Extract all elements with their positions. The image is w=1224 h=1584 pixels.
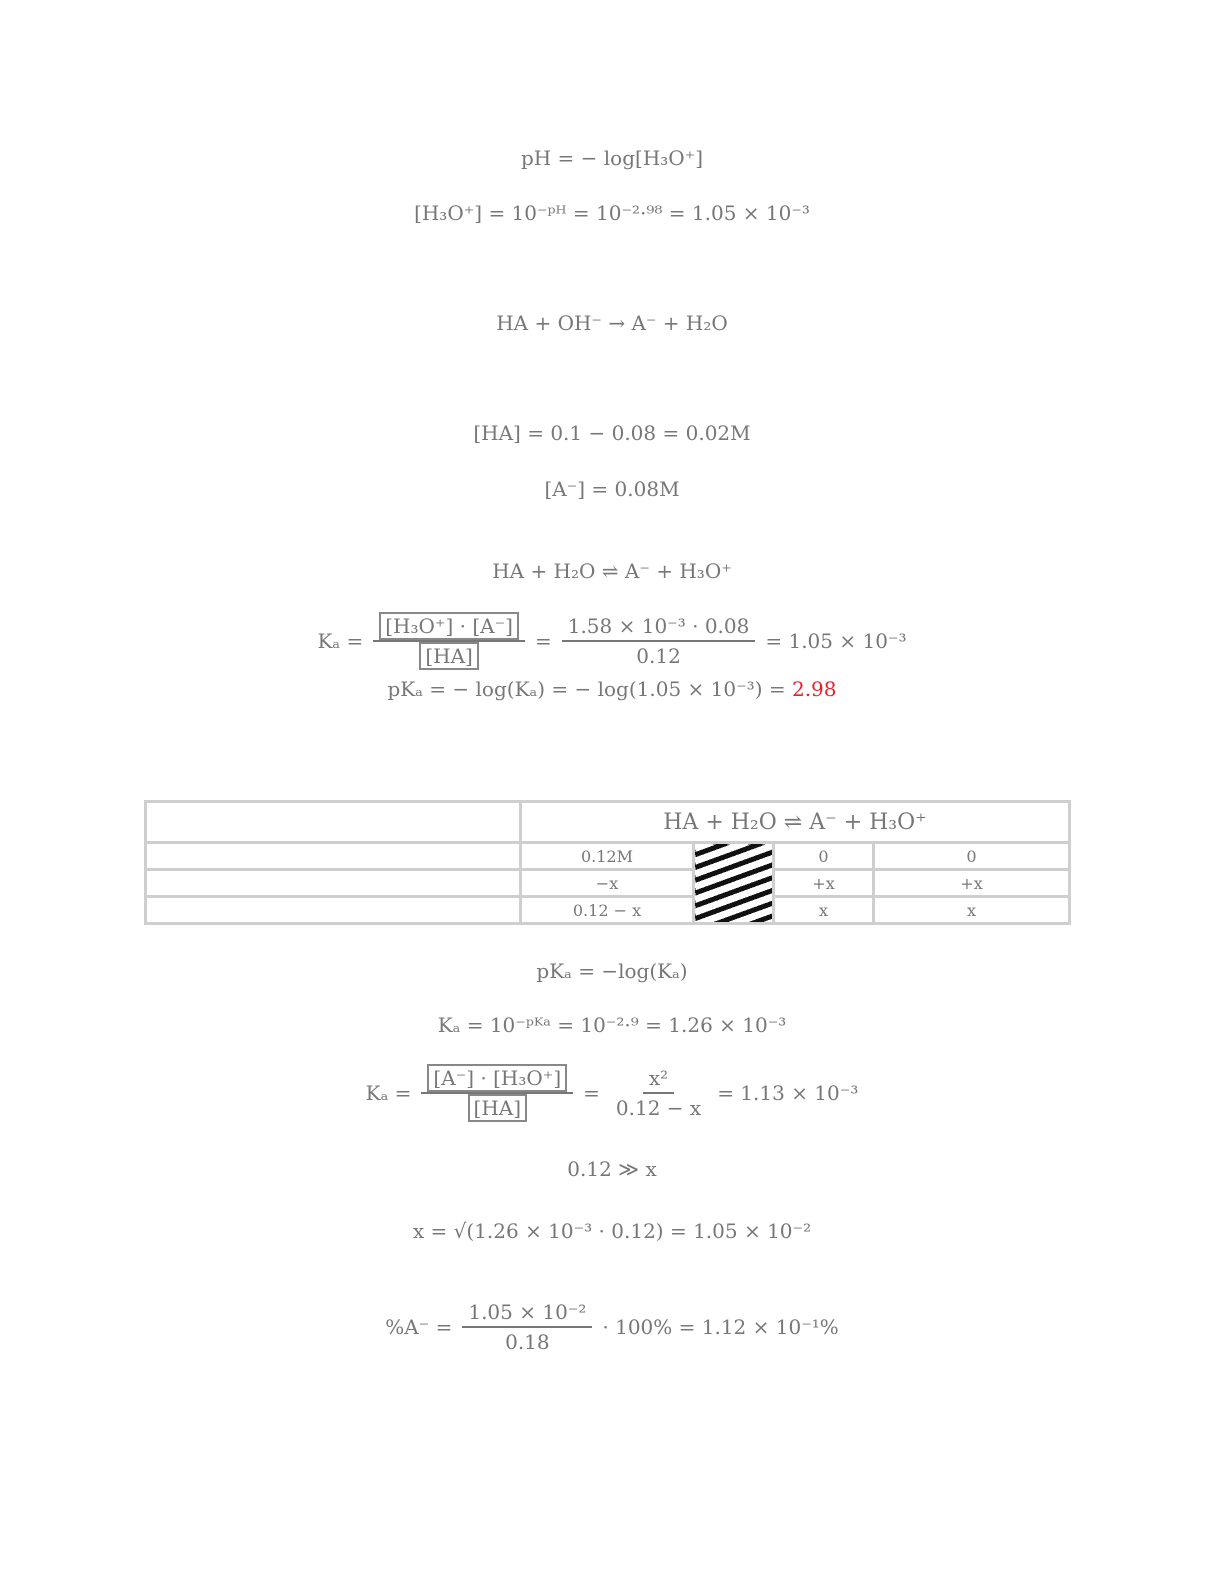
pka-answer: 2.98 (791, 677, 837, 701)
ice-row-initial (146, 843, 1070, 870)
ka-denominator-numeric: 0.12 (636, 644, 681, 668)
ice-table (144, 800, 1071, 925)
ka-denominator-symbolic: [HA] (419, 642, 479, 670)
percent-denominator: 0.18 (505, 1330, 550, 1354)
approximation: 0.12 ≫ x (567, 1157, 657, 1181)
percent-numerator: 1.05 × 10⁻² (462, 1300, 592, 1328)
ice-ha-cell: −x (521, 870, 694, 897)
ice-h3o-cell: x (874, 897, 1070, 924)
ice-row-change (146, 870, 1070, 897)
ka-numerator-x: x² (643, 1066, 674, 1094)
ka-denominator-symbolic: [HA] (468, 1094, 528, 1122)
ka-numerator-numeric: 1.58 × 10⁻³ · 0.08 (562, 614, 756, 642)
pka-expression: pKₐ = − log(Kₐ) = − log(1.05 × 10⁻³) = (387, 677, 792, 701)
ka-numerator-symbolic: [A⁻] · [H₃O⁺] (427, 1064, 567, 1092)
ka-from-pka: Kₐ = 10⁻ᵖᴷᵃ = 10⁻²·⁹ = 1.26 × 10⁻³ (437, 1013, 787, 1037)
ice-label-cell (146, 897, 521, 924)
percent-lhs: %A⁻ = (385, 1315, 453, 1339)
ice-header-equation: HA + H₂O ⇌ A⁻ + H₃O⁺ (521, 802, 1070, 843)
ka-result: = 1.13 × 10⁻³ (717, 1081, 859, 1105)
ice-label-cell (146, 870, 521, 897)
ka-fraction-x (610, 1066, 707, 1120)
percent-result: · 100% = 1.12 × 10⁻¹% (602, 1315, 839, 1339)
ka-expression (0, 614, 1224, 668)
ice-header-row (146, 802, 1070, 843)
equilibrium-reaction: HA + H₂O ⇌ A⁻ + H₃O⁺ (492, 559, 732, 583)
ka-numerator-symbolic: [H₃O⁺] · [A⁻] (379, 612, 519, 640)
ice-h3o-cell: +x (874, 870, 1070, 897)
ka-fraction-numeric (562, 614, 756, 668)
h3o-concentration-calc: [H₃O⁺] = 10⁻ᵖᴴ = 10⁻²·⁹⁸ = 1.05 × 10⁻³ (414, 201, 810, 225)
ice-h3o-cell: 0 (874, 843, 1070, 870)
ha-concentration: [HA] = 0.1 − 0.08 = 0.02M (473, 421, 751, 445)
x-solution: x = √(1.26 × 10⁻³ · 0.12) = 1.05 × 10⁻² (412, 1219, 812, 1243)
percent-fraction (462, 1300, 592, 1354)
ice-label-cell (146, 802, 521, 843)
ka-fraction-symbolic (373, 614, 525, 668)
ph-definition: pH = − log[H₃O⁺] (520, 146, 704, 170)
ice-water-hatch (694, 843, 774, 924)
ka-denominator-x: 0.12 − x (615, 1096, 702, 1120)
ice-ha-cell: 0.12M (521, 843, 694, 870)
a-concentration: [A⁻] = 0.08M (544, 477, 680, 501)
ka-lhs: Kₐ = (317, 629, 364, 653)
ice-ha-cell: 0.12 − x (521, 897, 694, 924)
equals-sign: = (534, 629, 552, 653)
ka-lhs: Kₐ = (365, 1081, 412, 1105)
ka-ice-expression (0, 1066, 1224, 1120)
pka-definition: pKₐ = −log(Kₐ) (536, 959, 688, 983)
equals-sign: = (583, 1081, 600, 1105)
neutralization-reaction: HA + OH⁻ → A⁻ + H₂O (496, 311, 728, 335)
ka-result: = 1.05 × 10⁻³ (765, 629, 907, 653)
ice-a-cell: x (774, 897, 874, 924)
ice-label-cell (146, 843, 521, 870)
percent-ionization (0, 1300, 1224, 1354)
ka-fraction-symbolic (421, 1066, 573, 1120)
ice-a-cell: 0 (774, 843, 874, 870)
ice-a-cell: +x (774, 870, 874, 897)
pka-calculation (0, 676, 1224, 702)
ice-row-equilibrium (146, 897, 1070, 924)
